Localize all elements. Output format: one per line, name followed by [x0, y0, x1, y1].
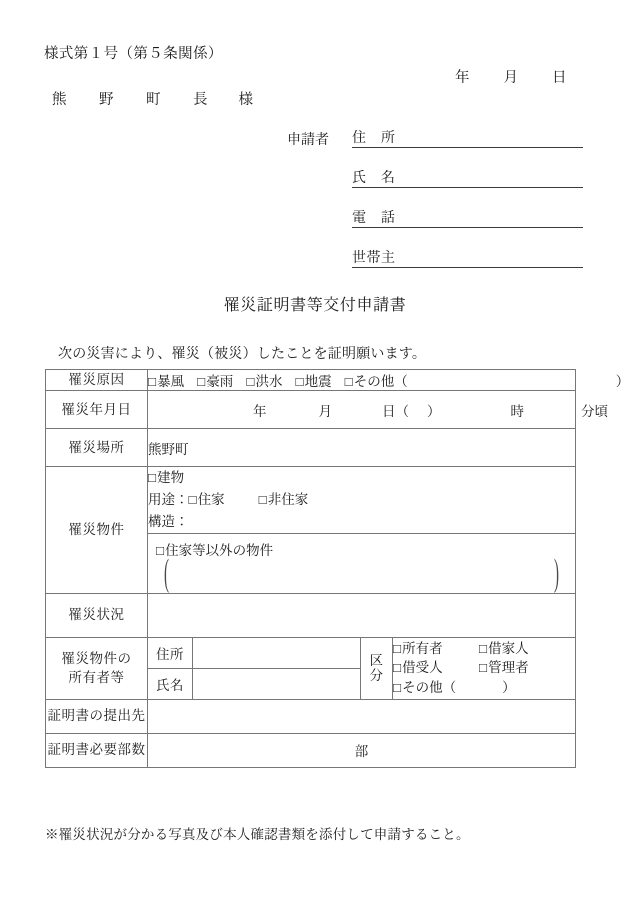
checkbox-use-nonresidence-label: 非住家 — [267, 491, 309, 507]
checkbox-glyph: □ — [148, 374, 157, 389]
property-paren-close: ) — [554, 553, 560, 595]
datetime-year-label: 年 — [253, 403, 267, 419]
place-label: 罹災場所 — [46, 429, 148, 467]
checkbox-glyph: □ — [258, 491, 267, 507]
datetime-label: 罹災年月日 — [46, 391, 148, 429]
checkbox-cause-storm[interactable] — [148, 374, 184, 389]
table-row-submit-to — [46, 699, 576, 733]
table-row-cause — [46, 370, 576, 391]
addressee-honorific: 様 — [238, 92, 253, 108]
applicant-name-field[interactable] — [352, 167, 583, 188]
checkbox-glyph: □ — [344, 374, 353, 389]
property-structure-label: 構造： — [148, 513, 189, 529]
checkbox-glyph: □ — [148, 470, 157, 485]
checkbox-use-nonresidence[interactable] — [259, 492, 309, 507]
applicant-householder-field[interactable] — [352, 247, 583, 268]
kubun-label-line1: 区 — [369, 652, 384, 668]
kubun-other-paren-open: （ — [442, 679, 457, 695]
applicant-address-field[interactable] — [352, 127, 583, 148]
checkbox-property-building-label: 建物 — [157, 470, 185, 485]
property-building-cell — [148, 467, 576, 534]
kubun-options-cell — [393, 637, 576, 699]
applicant-name-label: 氏 名 — [352, 171, 396, 186]
owner-label-line1: 罹災物件の — [61, 650, 132, 666]
checkbox-glyph: □ — [197, 374, 206, 389]
kubun-label — [361, 637, 393, 699]
checkbox-kubun-tenant-label: 借家人 — [488, 640, 529, 656]
condition-value-cell[interactable] — [148, 593, 576, 637]
owner-name-label: 氏名 — [148, 668, 193, 699]
checkbox-cause-other[interactable] — [345, 374, 395, 389]
owner-address-value[interactable] — [193, 637, 361, 668]
lead-sentence: 次の災害により、罹災（被災）したことを証明願います。 — [58, 347, 427, 362]
date-day-label: 日 — [552, 70, 567, 86]
kubun-other-paren-close: ） — [502, 679, 516, 695]
cause-other-paren-open: （ — [394, 374, 408, 389]
property-paren-open: ( — [164, 553, 169, 595]
checkbox-glyph: □ — [156, 542, 165, 558]
checkbox-cause-earthquake[interactable] — [295, 374, 331, 389]
checkbox-use-residence-label: 住家 — [197, 491, 225, 507]
datetime-minute-label: 分頃 — [581, 403, 608, 419]
property-label: 罹災物件 — [46, 467, 148, 594]
submit-to-value-cell[interactable] — [148, 699, 576, 733]
checkbox-property-other-label: 住家等以外の物件 — [165, 542, 274, 558]
owner-address-label: 住所 — [148, 637, 193, 668]
submit-to-label: 証明書の提出先 — [46, 699, 148, 733]
owner-label-line2: 所有者等 — [68, 670, 125, 686]
checkbox-cause-other-label: その他 — [353, 374, 395, 389]
applicant-address-label: 住 所 — [352, 131, 396, 146]
checkbox-glyph: □ — [246, 374, 255, 389]
addressee-name: 熊 野 町 長 — [52, 92, 217, 108]
property-other-input[interactable] — [156, 553, 567, 595]
checkbox-kubun-manager-label: 管理者 — [488, 660, 529, 676]
datetime-input-cell[interactable] — [148, 391, 608, 429]
owner-label — [46, 637, 148, 699]
weekday-paren-open: （ — [395, 403, 409, 419]
checkbox-glyph: □ — [393, 640, 402, 656]
condition-label: 罹災状況 — [46, 593, 148, 637]
applicant-phone-field[interactable] — [352, 207, 583, 228]
applicant-householder-label: 世帯主 — [352, 251, 396, 266]
document-title: 罹災証明書等交付申請書 — [223, 297, 407, 314]
checkbox-property-other[interactable] — [156, 539, 567, 559]
checkbox-glyph: □ — [188, 491, 197, 507]
datetime-hour-label: 時 — [510, 403, 524, 419]
date-year-label: 年 — [455, 70, 470, 86]
cause-other-paren-close: ） — [615, 374, 630, 389]
checkbox-cause-flood[interactable] — [246, 374, 282, 389]
checkbox-glyph: □ — [479, 640, 488, 656]
checkbox-kubun-other[interactable] — [393, 680, 443, 695]
form-number: 様式第１号（第５条関係） — [44, 46, 223, 62]
checkbox-glyph: □ — [393, 679, 402, 695]
table-row-property-building — [46, 467, 576, 534]
table-row-datetime — [46, 391, 576, 429]
checkbox-glyph: □ — [479, 660, 488, 676]
footnote: ※罹災状況が分かる写真及び本人確認書類を添付して申請すること。 — [45, 827, 470, 842]
checkbox-glyph: □ — [393, 660, 402, 676]
checkbox-kubun-borrower[interactable] — [393, 658, 479, 678]
cause-options-cell — [148, 370, 630, 391]
table-row-place — [46, 429, 576, 467]
checkbox-kubun-owner-label: 所有者 — [402, 640, 443, 656]
checkbox-kubun-tenant[interactable] — [479, 641, 529, 656]
datetime-day-label: 日 — [382, 403, 396, 419]
checkbox-kubun-owner[interactable] — [393, 639, 479, 659]
table-row-condition — [46, 593, 576, 637]
property-structure-row[interactable] — [148, 511, 575, 533]
place-value-cell[interactable]: 熊野町 — [148, 429, 576, 467]
checkbox-cause-flood-label: 洪水 — [255, 374, 283, 389]
applicant-phone-label: 電 話 — [352, 211, 396, 226]
copies-value-cell[interactable] — [148, 733, 576, 767]
property-other-cell — [148, 533, 576, 593]
checkbox-kubun-other-label: その他 — [402, 679, 443, 695]
copies-label: 証明書必要部数 — [46, 733, 148, 767]
checkbox-glyph: □ — [295, 374, 304, 389]
checkbox-kubun-borrower-label: 借受人 — [402, 660, 443, 676]
checkbox-cause-heavyrain[interactable] — [197, 374, 233, 389]
table-row-owner-address — [46, 637, 576, 668]
property-use-row — [148, 489, 575, 511]
applicant-label: 申請者 — [287, 133, 329, 148]
table-row-copies — [46, 733, 576, 767]
cause-label: 罹災原因 — [46, 370, 148, 391]
checkbox-kubun-manager[interactable] — [479, 660, 529, 675]
checkbox-cause-storm-label: 暴風 — [157, 374, 185, 389]
addressee — [52, 88, 253, 109]
property-use-label: 用途： — [148, 491, 189, 507]
date-month-label: 月 — [503, 70, 518, 86]
checkbox-cause-earthquake-label: 地震 — [304, 374, 332, 389]
checkbox-property-building[interactable] — [148, 467, 575, 489]
owner-name-value[interactable] — [193, 668, 361, 699]
copies-unit-label: 部 — [354, 744, 369, 760]
application-table — [45, 369, 630, 768]
datetime-month-label: 月 — [318, 403, 332, 419]
kubun-label-line2: 分 — [369, 668, 384, 684]
weekday-paren-close: ） — [427, 403, 441, 419]
checkbox-use-residence[interactable] — [189, 492, 225, 507]
date-line — [455, 66, 567, 87]
checkbox-cause-heavyrain-label: 豪雨 — [206, 374, 234, 389]
